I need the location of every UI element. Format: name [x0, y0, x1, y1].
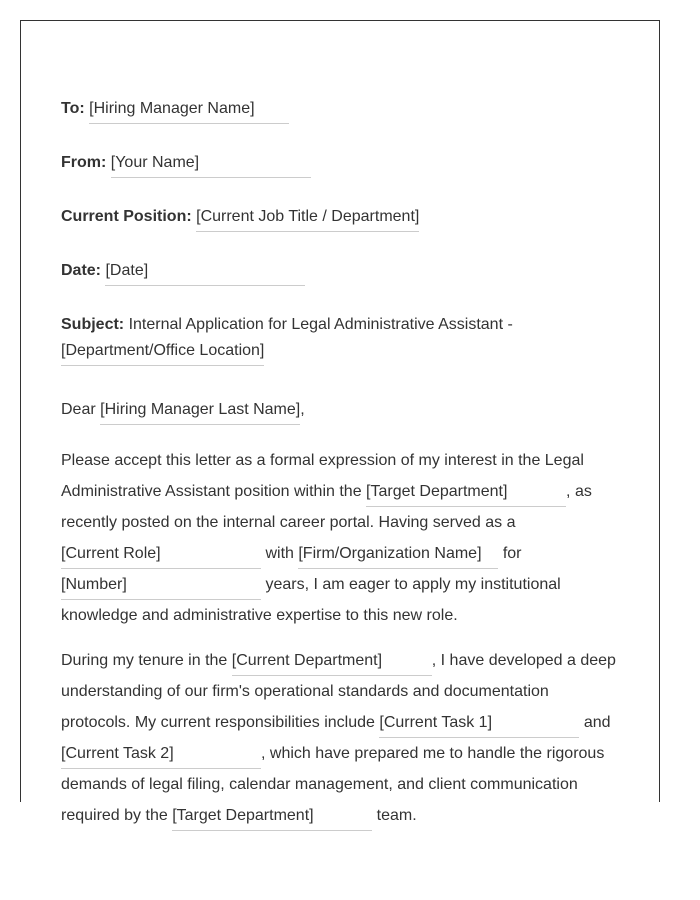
- target-department-field-2[interactable]: [Target Department]: [172, 808, 372, 831]
- position-line: [61, 209, 621, 232]
- date-label: Date:: [61, 262, 102, 279]
- to-field[interactable]: [Hiring Manager Name]: [89, 101, 289, 124]
- position-field[interactable]: [Current Job Title / Department]: [196, 209, 419, 232]
- p1-text-2: , as recently posted on the internal career portal. Having served as a: [61, 483, 592, 531]
- from-line: [61, 155, 621, 178]
- salutation: [61, 397, 621, 425]
- date-field[interactable]: [Date]: [105, 263, 305, 286]
- to-line: [61, 101, 621, 124]
- p1-text-1: Please accept this letter as a formal expression of my interest in the Legal Administrative Assistant position within the: [61, 452, 584, 500]
- subject-label: Subject:: [61, 316, 125, 333]
- p2-text-4: , which have prepared me to handle the rigorous demands of legal filing, calendar management, and client communication required by the: [61, 745, 605, 824]
- p2-text-5: team.: [376, 807, 417, 824]
- current-task-2-field[interactable]: [Current Task 2]: [61, 746, 261, 769]
- position-label: Current Position:: [61, 208, 192, 225]
- years-number-field[interactable]: [Number]: [61, 577, 261, 600]
- subject-field[interactable]: [Department/Office Location]: [61, 343, 264, 366]
- salutation-prefix: Dear: [61, 401, 96, 418]
- p1-text-3: with: [265, 545, 294, 562]
- letter-page: [20, 20, 660, 824]
- p2-text-2: , I have developed a deep understanding of our firm's operational standards and documentation protocols. My current responsibilities include: [61, 652, 616, 731]
- paragraph-1: [61, 445, 621, 631]
- subject-text: Internal Application for Legal Administrative Assistant -: [128, 316, 513, 333]
- from-field[interactable]: [Your Name]: [111, 155, 311, 178]
- to-label: To:: [61, 100, 85, 117]
- p1-text-5: years, I am eager to apply my institutional knowledge and administrative expertise to this new role.: [61, 576, 561, 624]
- subject-line: [61, 312, 621, 366]
- current-role-field[interactable]: [Current Role]: [61, 546, 261, 569]
- p2-text-3: and: [583, 714, 611, 731]
- paragraph-2: [61, 645, 621, 831]
- p1-text-4: for: [502, 545, 522, 562]
- letter-body: [61, 101, 621, 845]
- date-line: [61, 263, 621, 286]
- current-department-field[interactable]: [Current Department]: [232, 653, 432, 676]
- p2-text-1: During my tenure in the: [61, 652, 228, 669]
- from-label: From:: [61, 154, 107, 171]
- salutation-suffix: ,: [300, 401, 305, 418]
- firm-name-field[interactable]: [Firm/Organization Name]: [298, 546, 498, 569]
- current-task-1-field[interactable]: [Current Task 1]: [379, 715, 579, 738]
- salutation-field[interactable]: [Hiring Manager Last Name]: [100, 402, 300, 425]
- target-department-field-1[interactable]: [Target Department]: [366, 484, 566, 507]
